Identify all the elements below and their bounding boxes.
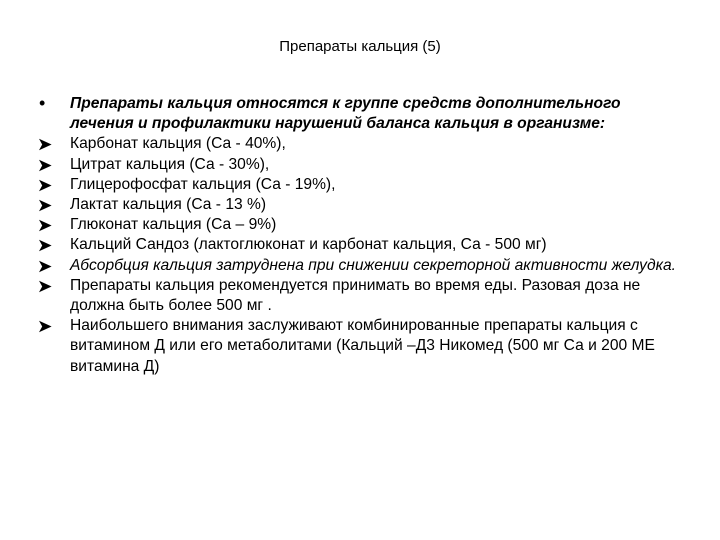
list-item-text: Абсорбция кальция затруднена при снижении секреторной активности желудка. bbox=[70, 256, 676, 274]
list-item bbox=[38, 316, 688, 377]
arrow-bullet-icon bbox=[38, 195, 64, 215]
list-item bbox=[38, 256, 688, 276]
arrow-bullet-icon bbox=[38, 276, 64, 296]
bullet-list bbox=[38, 94, 688, 377]
arrow-bullet-icon bbox=[38, 175, 64, 195]
list-item bbox=[38, 235, 688, 255]
list-item bbox=[38, 134, 688, 154]
arrow-bullet-icon bbox=[38, 134, 64, 154]
arrow-bullet-icon bbox=[38, 256, 64, 276]
arrow-bullet-icon bbox=[38, 215, 64, 235]
arrow-bullet-icon bbox=[38, 235, 64, 255]
list-item-text: Глицерофосфат кальция (Са - 19%), bbox=[70, 175, 336, 193]
list-item-text: Карбонат кальция (Са - 40%), bbox=[70, 135, 286, 153]
list-item-text: Лактат кальция (Са - 13 %) bbox=[70, 196, 267, 214]
list-item bbox=[38, 215, 688, 235]
list-item bbox=[38, 94, 688, 134]
list-item bbox=[38, 276, 688, 316]
list-item-text: Наибольшего внимания заслуживают комбинированные препараты кальция с витамином Д или его метаболитами (Кальций –Д3 Никомед (500 мг Са и 200 МЕ витамина Д) bbox=[70, 317, 655, 375]
list-item-text: Препараты кальция рекомендуется принимать во время еды. Разовая доза не должна быть более 500 мг . bbox=[70, 276, 641, 315]
list-item bbox=[38, 175, 688, 195]
list-item bbox=[38, 195, 688, 215]
dot-bullet-icon: • bbox=[39, 93, 46, 113]
slide-title: Препараты кальция (5) bbox=[279, 38, 441, 55]
arrow-bullet-icon bbox=[38, 155, 64, 175]
list-item-text: Глюконат кальция (Са – 9%) bbox=[70, 216, 277, 234]
list-item-text: Цитрат кальция (Са - 30%), bbox=[70, 155, 270, 173]
list-item-text: Кальций Сандоз (лактоглюконат и карбонат кальция, Са - 500 мг) bbox=[70, 236, 547, 254]
arrow-bullet-icon bbox=[38, 316, 64, 336]
list-item bbox=[38, 155, 688, 175]
list-item-text: Препараты кальция относятся к группе средств дополнительного лечения и профилактики нарушений баланса кальция в организме: bbox=[70, 95, 621, 133]
